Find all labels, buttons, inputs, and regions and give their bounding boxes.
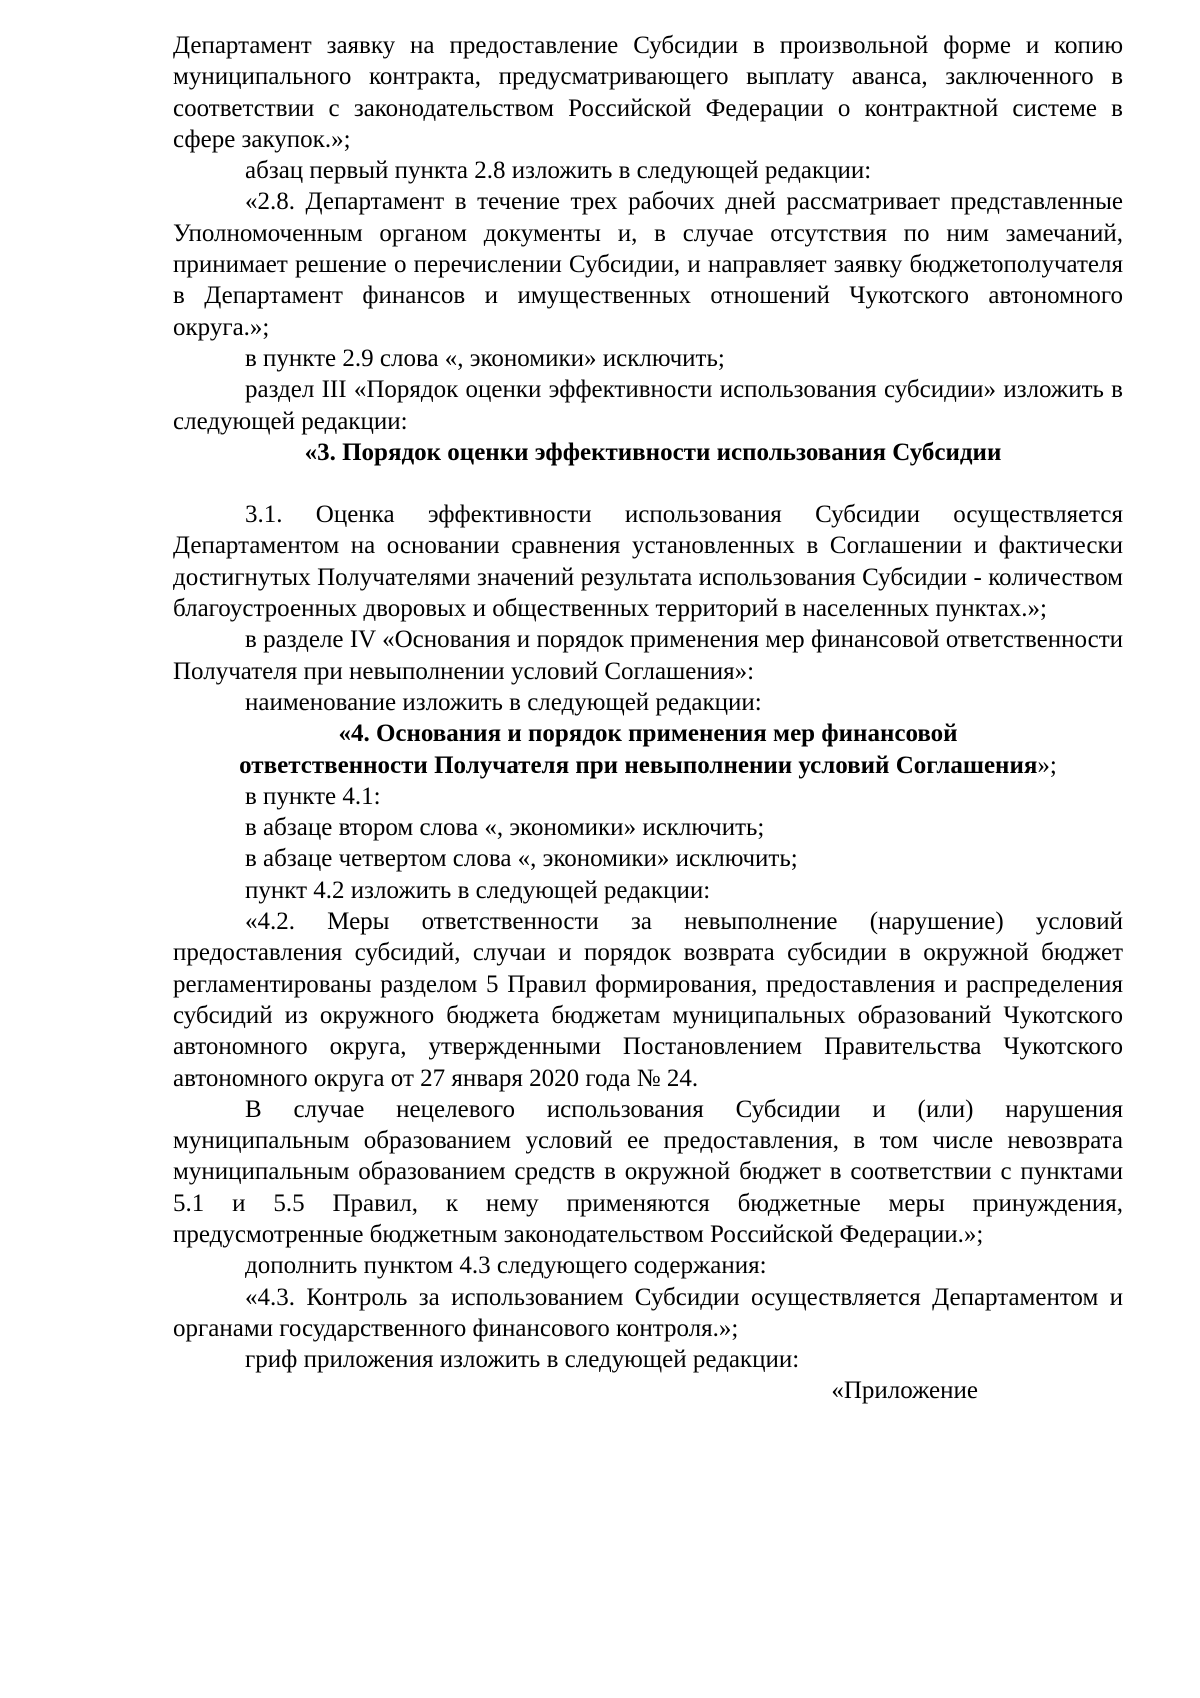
paragraph-section-4-intro: в разделе IV «Основания и порядок применения мер финансовой ответственности Получателя при невыполнении условий Соглашения»: — [173, 626, 1123, 685]
document-page — [173, 30, 1123, 1407]
paragraph-2-8-intro: абзац первый пункта 2.8 изложить в следующей редакции: — [245, 157, 872, 185]
paragraph-4-1-second: в абзаце втором слова «, экономики» исключить; — [245, 814, 765, 842]
annex-label: «Приложение — [831, 1377, 978, 1405]
section-4-heading-closing: »; — [1037, 751, 1057, 779]
section-4-heading-text: ответственности Получателя при невыполнении условий Соглашения — [239, 751, 1038, 779]
blank-line — [173, 468, 1123, 499]
paragraph-4-2-intro: пункт 4.2 изложить в следующей редакции: — [245, 876, 711, 904]
paragraph-annex-intro: гриф приложения изложить в следующей редакции: — [245, 1346, 800, 1374]
paragraph-4-3-intro: дополнить пунктом 4.3 следующего содержания: — [245, 1252, 767, 1280]
paragraph-4-1-fourth: в абзаце четвертом слова «, экономики» исключить; — [245, 845, 798, 873]
paragraph-2-8-text: «2.8. Департамент в течение трех рабочих дней рассматривает представленные Уполномоченным органом документы и, в случае отсутствия по ним замечаний, принимает решение о перечислении Субсидии, и направляет заявку бюджетополучателя в Департамент финансов и имущественных отношений Чукотского автономного округа.»; — [173, 188, 1123, 341]
paragraph-section-3-intro: раздел III «Порядок оценки эффективности использования субсидии» изложить в следующей редакции: — [173, 376, 1123, 435]
section-4-heading-line-2 — [173, 750, 1123, 781]
paragraph-4-3-text: «4.3. Контроль за использованием Субсидии осуществляется Департаментом и органами государственного финансового контроля.»; — [173, 1283, 1123, 1342]
paragraph-2-9: в пункте 2.9 слова «, экономики» исключить; — [245, 344, 725, 372]
paragraph-contract-request: Департамент заявку на предоставление Субсидии в произвольной форме и копию муниципального контракта, предусматривающего выплату аванса, заключенного в соответствии с законодательством Российской Федерации о контрактной системе в сфере закупок.»; — [173, 32, 1123, 153]
section-3-heading: «3. Порядок оценки эффективности использования Субсидии — [304, 438, 1002, 466]
section-4-heading-line-1: «4. Основания и порядок применения мер финансовой — [338, 720, 958, 748]
paragraph-4-2-text: «4.2. Меры ответственности за невыполнение (нарушение) условий предоставления субсидий, случаи и порядок возврата субсидии в окружной бюджет регламентированы разделом 5 Правил формирования, предоставления и распределения субсидий из окружного бюджета бюджетам муниципальных образований Чукотского автономного округа, утвержденными Постановлением Правительства Чукотского автономного округа от 27 января 2020 года № 24. — [173, 908, 1123, 1092]
paragraph-misuse: В случае нецелевого использования Субсидии и (или) нарушения муниципальным образованием условий ее предоставления, в том числе невозврата муниципальным образованием средств в окружной бюджет в соответствии с пунктами 5.1 и 5.5 Правил, к нему применяются бюджетные меры принуждения, предусмотренные бюджетным законодательством Российской Федерации.»; — [173, 1095, 1123, 1248]
paragraph-4-1-intro: в пункте 4.1: — [245, 782, 381, 810]
paragraph-3-1: 3.1. Оценка эффективности использования Субсидии осуществляется Департаментом на основании сравнения установленных в Соглашении и фактически достигнутых Получателями значений результата использования Субсидии - количеством благоустроенных дворовых и общественных территорий в населенных пунктах.»; — [173, 501, 1123, 623]
paragraph-title-intro: наименование изложить в следующей редакции: — [245, 688, 762, 716]
